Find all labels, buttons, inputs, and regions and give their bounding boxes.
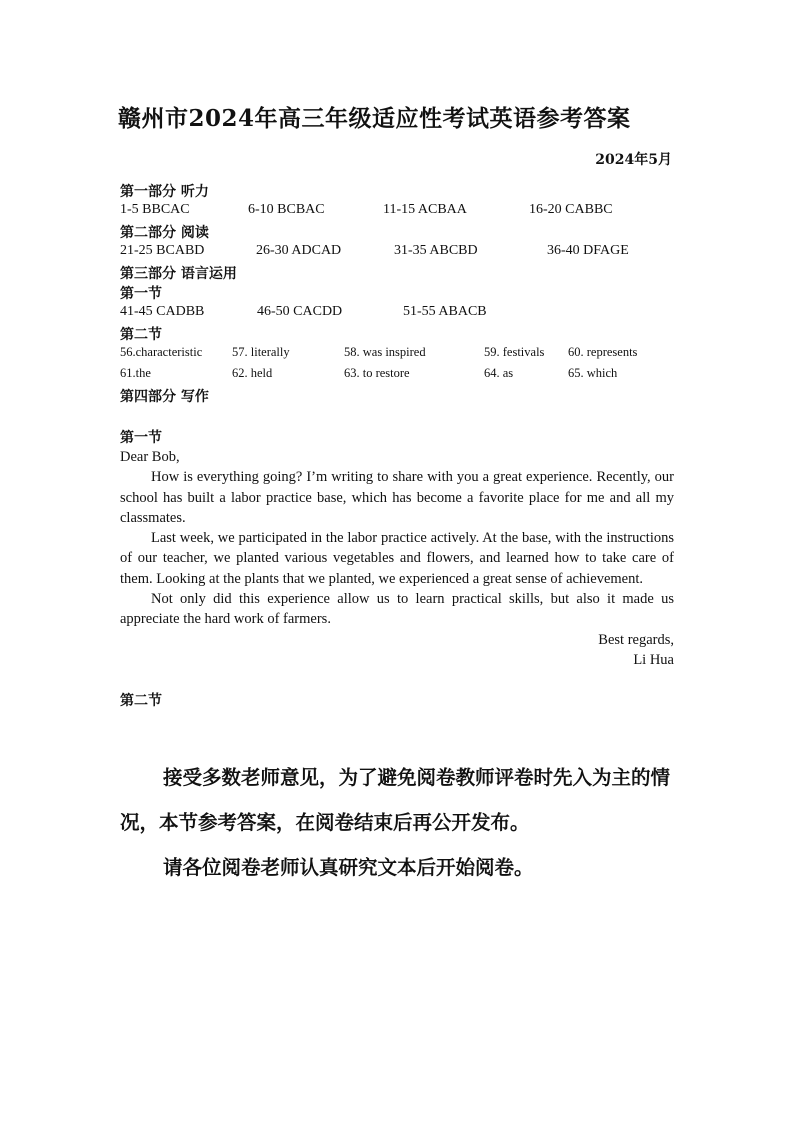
answer-group: 36-40 DFAGE [547, 243, 629, 258]
document-title: 赣州市2024年高三年级适应性考试英语参考答案 [118, 105, 631, 132]
answer-group: 26-30 ADCAD [256, 243, 342, 258]
answer-item: 58. was inspired [344, 345, 426, 359]
answer-group: 11-15 ACBAA [383, 202, 467, 217]
sample-letter [120, 447, 674, 670]
letter-closing: Best regards, [598, 631, 674, 648]
notice-text: 接受多数老师意见，为了避免阅卷教师评卷时先入为主的情况，本节参考答案，在阅卷结束后再公开发布。 [120, 766, 671, 834]
part4-section1-heading: 第一节 [120, 430, 162, 446]
letter-paragraph: Not only did this experience allow us to learn practical skills, but also it made us appreciate the hard work of farmers. [120, 591, 674, 628]
answer-group: 1-5 BBCAC [120, 202, 190, 217]
part3-heading: 第三部分 语言运用 [120, 266, 237, 282]
answer-item: 64. as [484, 366, 514, 380]
letter-greeting: Dear Bob, [120, 449, 180, 465]
answer-group: 46-50 CACDD [257, 304, 343, 319]
answer-group: 31-35 ABCBD [394, 243, 478, 258]
part4-section2-heading: 第二节 [120, 693, 162, 709]
answer-item: 56.characteristic [120, 345, 203, 359]
answer-group: 6-10 BCBAC [248, 202, 325, 217]
answer-item: 57. literally [232, 345, 290, 359]
answer-item: 59. festivals [484, 345, 545, 359]
answer-item: 62. held [232, 366, 273, 380]
notice-text: 请各位阅卷老师认真研究文本后开始阅卷。 [163, 856, 534, 879]
answer-item: 60. represents [568, 345, 638, 359]
answer-item: 63. to restore [344, 366, 410, 380]
part2-heading: 第二部分 阅读 [120, 225, 209, 241]
document-date: 2024年5月 [595, 152, 672, 168]
part3-section1-heading: 第一节 [120, 286, 162, 302]
answer-group: 41-45 CADBB [120, 304, 205, 319]
part4-heading: 第四部分 写作 [120, 389, 209, 405]
answer-group: 51-55 ABACB [403, 304, 487, 319]
section2-notice [120, 755, 680, 890]
letter-paragraph: Last week, we participated in the labor practice actively. At the base, with the instructions of our teacher, we planted various vegetables and flowers, and learned how to take care of them. Looking at the plants that we planted, we experienced a great sense of achievement. [120, 530, 674, 587]
answer-item: 65. which [568, 366, 618, 380]
part1-heading: 第一部分 听力 [120, 184, 209, 200]
answer-group: 16-20 CABBC [529, 202, 613, 217]
part3-section2-heading: 第二节 [120, 327, 162, 343]
answer-item: 61.the [120, 366, 151, 380]
letter-signature: Li Hua [633, 651, 674, 668]
answer-group: 21-25 BCABD [120, 243, 205, 258]
letter-paragraph: How is everything going? I’m writing to share with you a great experience. Recently, our school has built a labor practice base, which has become a favorite place for me and all my classmates. [120, 469, 674, 526]
